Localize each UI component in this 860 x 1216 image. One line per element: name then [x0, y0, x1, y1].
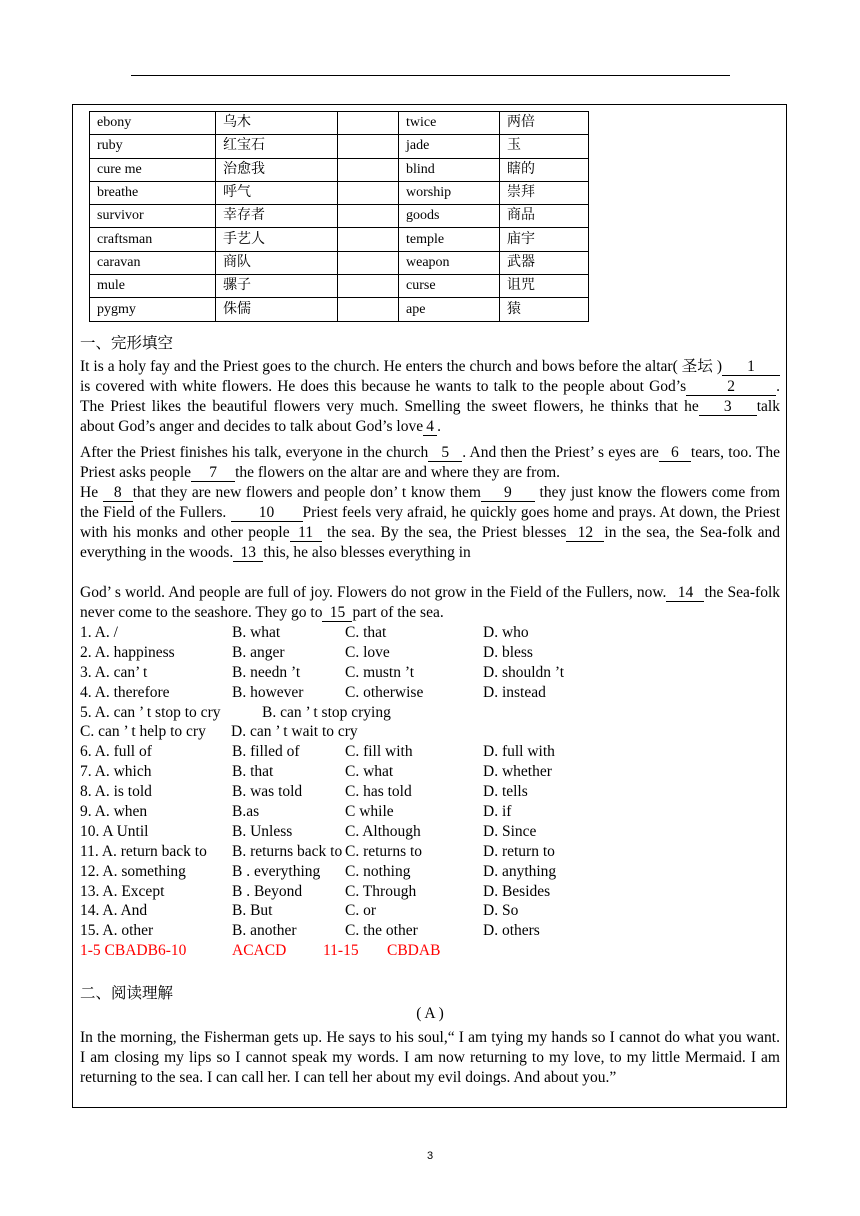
option-choice: D. instead	[483, 683, 546, 701]
vocab-cell: caravan	[90, 251, 216, 274]
vocab-cell	[338, 135, 399, 158]
option-choice: C. Although	[345, 822, 421, 840]
option-choice: B. that	[232, 763, 274, 781]
option-choice: C. Through	[345, 882, 417, 900]
option-choice: 2. A. happiness	[80, 643, 175, 661]
passage-label: ( A )	[416, 1005, 444, 1022]
blank-9: 9	[481, 484, 535, 502]
vocab-row	[90, 298, 589, 321]
option-choice: D. tells	[483, 783, 528, 801]
option-row	[80, 722, 640, 742]
option-choice: D. others	[483, 922, 540, 940]
vocab-cell: craftsman	[90, 228, 216, 251]
vocab-cell: twice	[399, 112, 500, 135]
option-choice: C. what	[345, 763, 394, 781]
option-choice: C. love	[345, 643, 390, 661]
vocab-cell: cure me	[90, 158, 216, 181]
option-choice: B. returns back to	[232, 842, 343, 860]
option-choice: 9. A. when	[80, 803, 148, 821]
section-title-cloze: 一、完形填空	[80, 334, 174, 352]
option-choice: 8. A. is told	[80, 783, 152, 801]
option-choice: B. was told	[232, 783, 303, 801]
option-row	[80, 802, 640, 822]
cloze-paragraph-4: God’ s world. And people are full of joy. Flowers do not grow in the Field of the Fullers, now. 14 the Sea-folk never come to the seashore. They go to 15 part of the sea.	[80, 584, 780, 621]
reading-passage: In the morning, the Fisherman gets up. He says to his soul,“ I am tying my hands so I cannot do what you want. I am closing my lips so I cannot speak my words. I am now returning to my love, to my little Mermaid. I am returning to the sea. I can call her. I can tell her about my evil doings. And about you.”	[80, 1029, 780, 1086]
vocab-cell: breathe	[90, 181, 216, 204]
vocab-cell	[338, 158, 399, 181]
option-choice: 12. A. something	[80, 862, 186, 880]
option-choice: 14. A. And	[80, 902, 148, 920]
answer-key-part-3: 11-15	[323, 942, 359, 959]
option-choice: 11. A. return back to	[80, 842, 207, 860]
option-choice: C. or	[345, 902, 376, 920]
vocab-cell: 骡子	[216, 275, 338, 298]
option-choice: B. another	[232, 922, 297, 940]
vocab-cell: temple	[399, 228, 500, 251]
option-choice: 1. A. /	[80, 624, 118, 641]
vocab-cell: ruby	[90, 135, 216, 158]
option-row	[80, 742, 640, 762]
option-choice: B. Unless	[232, 822, 293, 840]
option-row	[80, 842, 640, 862]
option-choice: 10. A Until	[80, 822, 149, 840]
option-choice: D. who	[483, 624, 529, 641]
vocab-cell: mule	[90, 275, 216, 298]
blank-7: 7	[191, 464, 235, 482]
vocab-cell: 两倍	[500, 112, 589, 135]
vocab-row	[90, 228, 589, 251]
option-choice: D. whether	[483, 763, 552, 781]
cloze-options	[80, 623, 640, 941]
vocab-cell: weapon	[399, 251, 500, 274]
option-row	[80, 862, 640, 882]
option-choice: C. otherwise	[345, 683, 424, 701]
option-choice: C. fill with	[345, 743, 413, 761]
option-row	[80, 762, 640, 782]
option-choice: 3. A. can’ t	[80, 663, 148, 681]
option-row	[80, 822, 640, 842]
vocab-row	[90, 205, 589, 228]
blank-3: 3	[699, 398, 757, 416]
vocab-cell	[338, 112, 399, 135]
option-choice: B . everything	[232, 862, 321, 880]
vocab-cell: 侏儒	[216, 298, 338, 321]
blank-13: 13	[233, 544, 263, 562]
option-choice: C. mustn ’t	[345, 663, 415, 681]
vocab-cell: jade	[399, 135, 500, 158]
vocab-row	[90, 181, 589, 204]
vocab-cell	[338, 228, 399, 251]
option-row	[80, 703, 640, 723]
vocab-row	[90, 158, 589, 181]
vocab-cell: blind	[399, 158, 500, 181]
vocab-cell: pygmy	[90, 298, 216, 321]
option-choice: D. if	[483, 803, 512, 821]
option-choice: B. filled of	[232, 743, 300, 761]
option-choice: D. can ’ t wait to cry	[231, 723, 358, 741]
option-row	[80, 901, 640, 921]
option-choice: C while	[345, 803, 394, 821]
option-choice: D. bless	[483, 643, 533, 661]
vocab-cell: 猿	[500, 298, 589, 321]
vocab-row	[90, 251, 589, 274]
vocab-cell	[338, 275, 399, 298]
vocab-row	[90, 275, 589, 298]
option-row	[80, 623, 640, 643]
blank-10: 10	[231, 504, 303, 522]
section-title-reading: 二、阅读理解	[80, 984, 174, 1002]
vocab-cell	[338, 181, 399, 204]
option-choice: B. anger	[232, 643, 285, 661]
option-row	[80, 643, 640, 663]
option-row	[80, 782, 640, 802]
option-row	[80, 921, 640, 941]
vocab-cell	[338, 205, 399, 228]
vocab-cell: 呼气	[216, 181, 338, 204]
vocabulary-table	[89, 111, 589, 322]
answer-key-part-1: 1-5 CBADB6-10	[80, 942, 187, 959]
option-choice: C. the other	[345, 922, 418, 940]
blank-2: 2	[686, 378, 776, 396]
option-choice: B. can ’ t stop crying	[262, 703, 391, 721]
vocab-row	[90, 112, 589, 135]
option-choice: B. what	[232, 624, 281, 641]
option-choice: B. however	[232, 683, 304, 701]
option-choice: B. But	[232, 902, 273, 920]
vocab-cell: 庙宇	[500, 228, 589, 251]
vocab-cell: 手艺人	[216, 228, 338, 251]
vocab-cell: 红宝石	[216, 135, 338, 158]
vocab-cell: 诅咒	[500, 275, 589, 298]
option-choice: 5. A. can ’ t stop to cry	[80, 703, 221, 721]
vocab-cell: 乌木	[216, 112, 338, 135]
option-choice: 6. A. full of	[80, 743, 152, 761]
blank-1: 1	[722, 358, 780, 376]
vocab-cell: 商品	[500, 205, 589, 228]
option-choice: B. needn ’t	[232, 663, 301, 681]
vocab-cell: curse	[399, 275, 500, 298]
vocab-cell: worship	[399, 181, 500, 204]
blank-8: 8	[103, 484, 133, 502]
answer-key-part-4: CBDAB	[387, 942, 441, 959]
cloze-paragraph-1: It is a holy fay and the Priest goes to the church. He enters the church and bows before the altar( 圣坛 ) 1 is covered with white flowers. He does this because he wants to talk to the people about God’s 2 . The Priest likes the beautiful flowers very much. Smelling the sweet flowers, he thinks that he 3 talk about God’s anger and decides to talk about God’s love 4 .	[80, 358, 780, 435]
vocab-cell: 瞎的	[500, 158, 589, 181]
vocab-cell: 幸存者	[216, 205, 338, 228]
page-number: 3	[426, 1150, 434, 1162]
blank-5: 5	[428, 444, 462, 462]
option-choice: B . Beyond	[232, 882, 303, 900]
option-choice: C. has told	[345, 783, 412, 801]
blank-15: 15	[322, 604, 352, 622]
option-choice: B.as	[232, 803, 260, 821]
vocab-cell: ebony	[90, 112, 216, 135]
header-rule	[131, 75, 730, 76]
blank-14: 14	[666, 584, 704, 602]
cloze-paragraph-3: He 8 that they are new flowers and people don’ t know them 9 they just know the flowers come from the Field of the Fullers. 10 Priest feels very afraid, he quickly goes home and prays. At down, the Priest with his monks and other people 11 the sea. By the sea, the Priest blesses 12 in the sea, the Sea-folk and everything in the woods. 13 this, he also blesses everything in	[80, 484, 781, 561]
option-row	[80, 663, 640, 683]
blank-12: 12	[566, 524, 604, 542]
vocab-cell: ape	[399, 298, 500, 321]
option-choice: C. returns to	[345, 842, 423, 860]
vocab-cell: 治愈我	[216, 158, 338, 181]
option-choice: C. nothing	[345, 862, 411, 880]
option-choice: D. return to	[483, 842, 555, 860]
vocab-cell	[338, 251, 399, 274]
option-choice: C. that	[345, 624, 387, 641]
answer-key-part-2: ACACD	[232, 942, 287, 959]
blank-4: 4	[423, 418, 437, 436]
vocab-cell: 崇拜	[500, 181, 589, 204]
vocab-cell: goods	[399, 205, 500, 228]
option-choice: 13. A. Except	[80, 882, 165, 900]
option-choice: D. Since	[483, 822, 537, 840]
option-choice: D. anything	[483, 862, 557, 880]
blank-11: 11	[290, 524, 322, 542]
vocab-cell: 玉	[500, 135, 589, 158]
option-choice: D. shouldn ’t	[483, 663, 565, 681]
option-choice: D. full with	[483, 743, 555, 761]
option-row	[80, 882, 640, 902]
vocab-cell: 武器	[500, 251, 589, 274]
blank-6: 6	[659, 444, 691, 462]
vocab-cell	[338, 298, 399, 321]
option-row	[80, 683, 640, 703]
option-choice: D. Besides	[483, 882, 551, 900]
option-choice: 15. A. other	[80, 922, 154, 940]
option-choice: 4. A. therefore	[80, 683, 170, 701]
option-choice: D. So	[483, 902, 519, 920]
option-choice: C. can ’ t help to cry	[80, 723, 206, 741]
cloze-paragraph-2: After the Priest finishes his talk, everyone in the church 5 . And then the Priest’ s eyes are 6 tears, too. The Priest asks people 7 the flowers on the altar are and where they are from.	[80, 444, 780, 481]
vocab-cell: survivor	[90, 205, 216, 228]
vocab-row	[90, 135, 589, 158]
vocab-cell: 商队	[216, 251, 338, 274]
option-choice: 7. A. which	[80, 763, 152, 781]
